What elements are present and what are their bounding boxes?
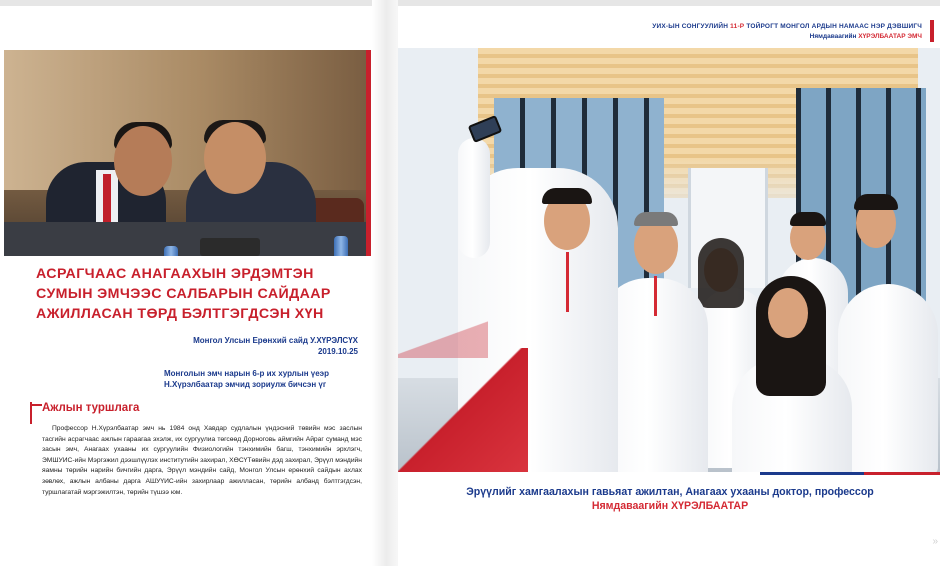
page-top-edge [0, 0, 940, 6]
red-corner-accent [398, 348, 528, 472]
byline-date: 2019.10.25 [317, 347, 358, 356]
byline-author: Монгол Улсын Ерөнхий сайд У.ХҮРЭЛСҮХ [193, 336, 358, 345]
running-header [652, 22, 922, 42]
article-title: АСРАГЧААС АНАГААХЫН ЭРДЭМТЭН СУМЫН ЭМЧЭЭС САЛБАРЫН САЙДААР АЖИЛЛАСАН ТӨРД БЭЛТГЭГДСЭН ХҮН [36, 266, 331, 322]
body-paragraph: Профессор Н.Хүрэлбаатар эмч нь 1984 онд Хавдар судлалын үндэсний төвийн мэс заслын тасгийн асрагчаас ажлын гараагаа эхэлж, их сургуулиа төгсөөд Дорноговь аймгийн Айраг суманд мэс засын эмч, Анагаах ухааны их сургуулийн Физиологийн тэнхимийн багш, тэнхимийн эрхлэгч, ЭМШУИС-ийн Мэргэжил дээшлүүлэх институтийн захирал, ХӨСҮТөвийн дэд захирал, Эрүүл мэндийн яамны төрийн нарийн бичгийн дарга, Эрүүл мэндийн сайд, Монгол Улсын ерөнхий сайдын ахлах зөвлөх, ажлын албаны дарга АШУҮИС-ийн захирлаар ажилласан, төрийн албанд бэлтгэгдсэн, туршлагатай мэргэжилтэн, төрийн түшээ юм. [42, 425, 362, 496]
section-heading: Ажлын туршлага [42, 402, 140, 414]
byline [130, 335, 358, 357]
header-line-2: Нямдаваагийн ХҮРЭЛБААТАР ЭМЧ [809, 33, 922, 40]
header-name: ХҮРЭЛБААТАР ЭМЧ [858, 33, 922, 40]
spread-gutter [372, 0, 398, 566]
photo-accent-stripe [366, 50, 371, 256]
caption-rule-blue [760, 472, 864, 475]
article-subtitle: Монголын эмч нарын 6-р их хурлын үеэр Н.Хүрэлбаатар эмчид зориулж бичсэн үг [164, 369, 329, 389]
photo-caption-name: Нямдаваагийн ХҮРЭЛБААТАР [591, 500, 749, 512]
doctors-selfie-photo [398, 48, 940, 472]
meeting-photo [4, 50, 366, 256]
caption-rule-red [864, 472, 940, 475]
chevron-right-double-icon[interactable]: » [932, 536, 938, 547]
header-district: 11-Р [730, 23, 745, 30]
photo-caption-title: Эрүүлийг хамгаалахын гавьяат ажилтан, Анагаах ухааны доктор, профессор [466, 486, 874, 498]
header-line-1: УИХ-ЫН СОНГУУЛИЙН 11-Р ТОЙРОГТ МОНГОЛ АРДЫН НАМААС НЭР ДЭВШИГЧ [652, 23, 922, 30]
header-accent-bar [930, 20, 934, 42]
